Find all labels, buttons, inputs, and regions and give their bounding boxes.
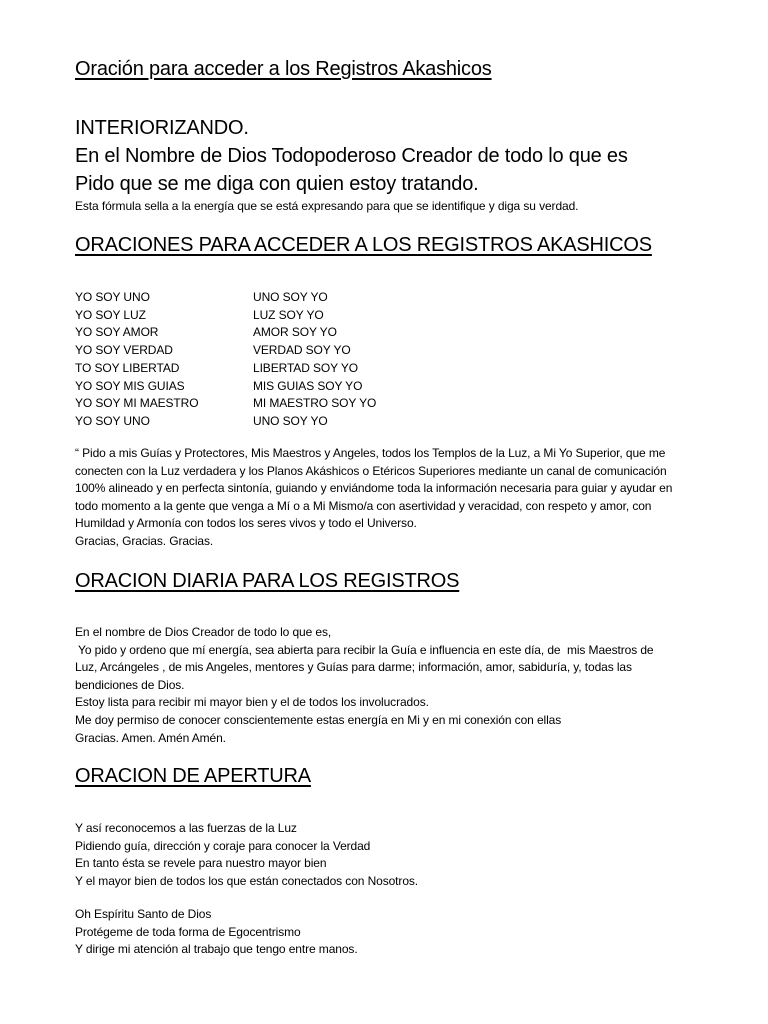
- section-heading-oraciones: ORACIONES PARA ACCEDER A LOS REGISTROS AKASHICOS: [75, 234, 652, 256]
- document-title: Oración para acceder a los Registros Akashicos: [75, 58, 492, 80]
- affirmation-left: YO SOY AMOR: [75, 325, 159, 340]
- prayer-line: todo momento a la gente que venga a Mí o a Mi Mismo/a con asertividad y veracidad, con respeto y amor, con: [75, 498, 652, 513]
- affirmation-right: UNO SOY YO: [253, 413, 328, 428]
- affirmation-right: MIS GUIAS SOY YO: [253, 378, 363, 393]
- intro-block: [75, 114, 628, 198]
- affirmation-right: LUZ SOY YO: [253, 307, 324, 322]
- daily-prayer-paragraph: [75, 624, 654, 747]
- affirmation-left: YO SOY LUZ: [75, 307, 146, 322]
- opening-stanza-2: [75, 906, 358, 959]
- intro-note: Esta fórmula sella a la energía que se está expresando para que se identifique y diga su verdad.: [75, 199, 579, 213]
- prayer-line: “ Pido a mis Guías y Protectores, Mis Maestros y Angeles, todos los Templos de la Luz, a Mi Yo Superior, que me: [75, 446, 666, 460]
- affirmation-left: TO SOY LIBERTAD: [75, 360, 180, 375]
- prayer-paragraph: [75, 445, 672, 551]
- prayer-line: Humildad y Armonía con todos los seres vivos y todo el Universo.: [75, 516, 417, 531]
- intro-line: En el Nombre de Dios Todopoderoso Creador de todo lo que es: [75, 145, 628, 167]
- prayer-line: 100% alineado y en perfecta sintonía, guiando y enviándome toda la información necesaria para guiar y ayudar en: [75, 481, 673, 496]
- affirmation-right: VERDAD SOY YO: [253, 343, 351, 358]
- affirmation-left: YO SOY MI MAESTRO: [75, 396, 199, 411]
- affirmation-left-column: [75, 289, 198, 431]
- daily-prayer-line: En el nombre de Dios Creador de todo lo que es,: [75, 625, 332, 639]
- intro-line: Pido que se me diga con quien estoy tratando.: [75, 173, 479, 195]
- daily-prayer-line: Yo pido y ordeno que mí energía, sea abierta para recibir la Guía e influencia en este día, de mis Maestros de: [75, 642, 654, 657]
- opening-line: Y el mayor bien de todos los que están conectados con Nosotros.: [75, 873, 419, 888]
- affirmation-left: YO SOY UNO: [75, 290, 150, 304]
- daily-prayer-line: bendiciones de Dios.: [75, 677, 185, 692]
- section-heading-oracion-diaria: ORACION DIARIA PARA LOS REGISTROS: [75, 570, 460, 592]
- section-heading-apertura: ORACION DE APERTURA: [75, 765, 311, 787]
- opening-line: Y así reconocemos a las fuerzas de la Luz: [75, 821, 297, 835]
- daily-prayer-line: Me doy permiso de conocer conscientemente estas energía en Mi y en mi conexión con ellas: [75, 712, 562, 727]
- prayer-line: conecten con la Luz verdadera y los Planos Akáshicos o Etéricos Superiores mediante un canal de comunicación: [75, 463, 667, 478]
- intro-line: INTERIORIZANDO.: [75, 117, 249, 139]
- opening-line: Protégeme de toda forma de Egocentrismo: [75, 924, 301, 939]
- daily-prayer-line: Estoy lista para recibir mi mayor bien y el de todos los involucrados.: [75, 695, 429, 710]
- opening-line: En tanto ésta se revele para nuestro mayor bien: [75, 856, 327, 871]
- affirmation-left: YO SOY UNO: [75, 413, 150, 428]
- affirmation-right: LIBERTAD SOY YO: [253, 360, 358, 375]
- opening-line: Oh Espíritu Santo de Dios: [75, 907, 212, 921]
- affirmation-right-column: [253, 289, 376, 431]
- opening-line: Pidiendo guía, dirección y coraje para conocer la Verdad: [75, 838, 371, 853]
- affirmation-right: UNO SOY YO: [253, 290, 328, 304]
- affirmation-right: MI MAESTRO SOY YO: [253, 396, 377, 411]
- affirmation-right: AMOR SOY YO: [253, 325, 337, 340]
- opening-stanza-1: [75, 820, 418, 890]
- affirmation-left: YO SOY VERDAD: [75, 343, 173, 358]
- prayer-line: Gracias, Gracias. Gracias.: [75, 533, 214, 548]
- daily-prayer-line: Gracias. Amen. Amén Amén.: [75, 730, 226, 745]
- opening-line: Y dirige mi atención al trabajo que tengo entre manos.: [75, 942, 358, 957]
- affirmation-left: YO SOY MIS GUIAS: [75, 378, 185, 393]
- daily-prayer-line: Luz, Arcángeles , de mis Angeles, mentores y Guías para darme; información, amor, sabiduría, y, todas las: [75, 660, 632, 675]
